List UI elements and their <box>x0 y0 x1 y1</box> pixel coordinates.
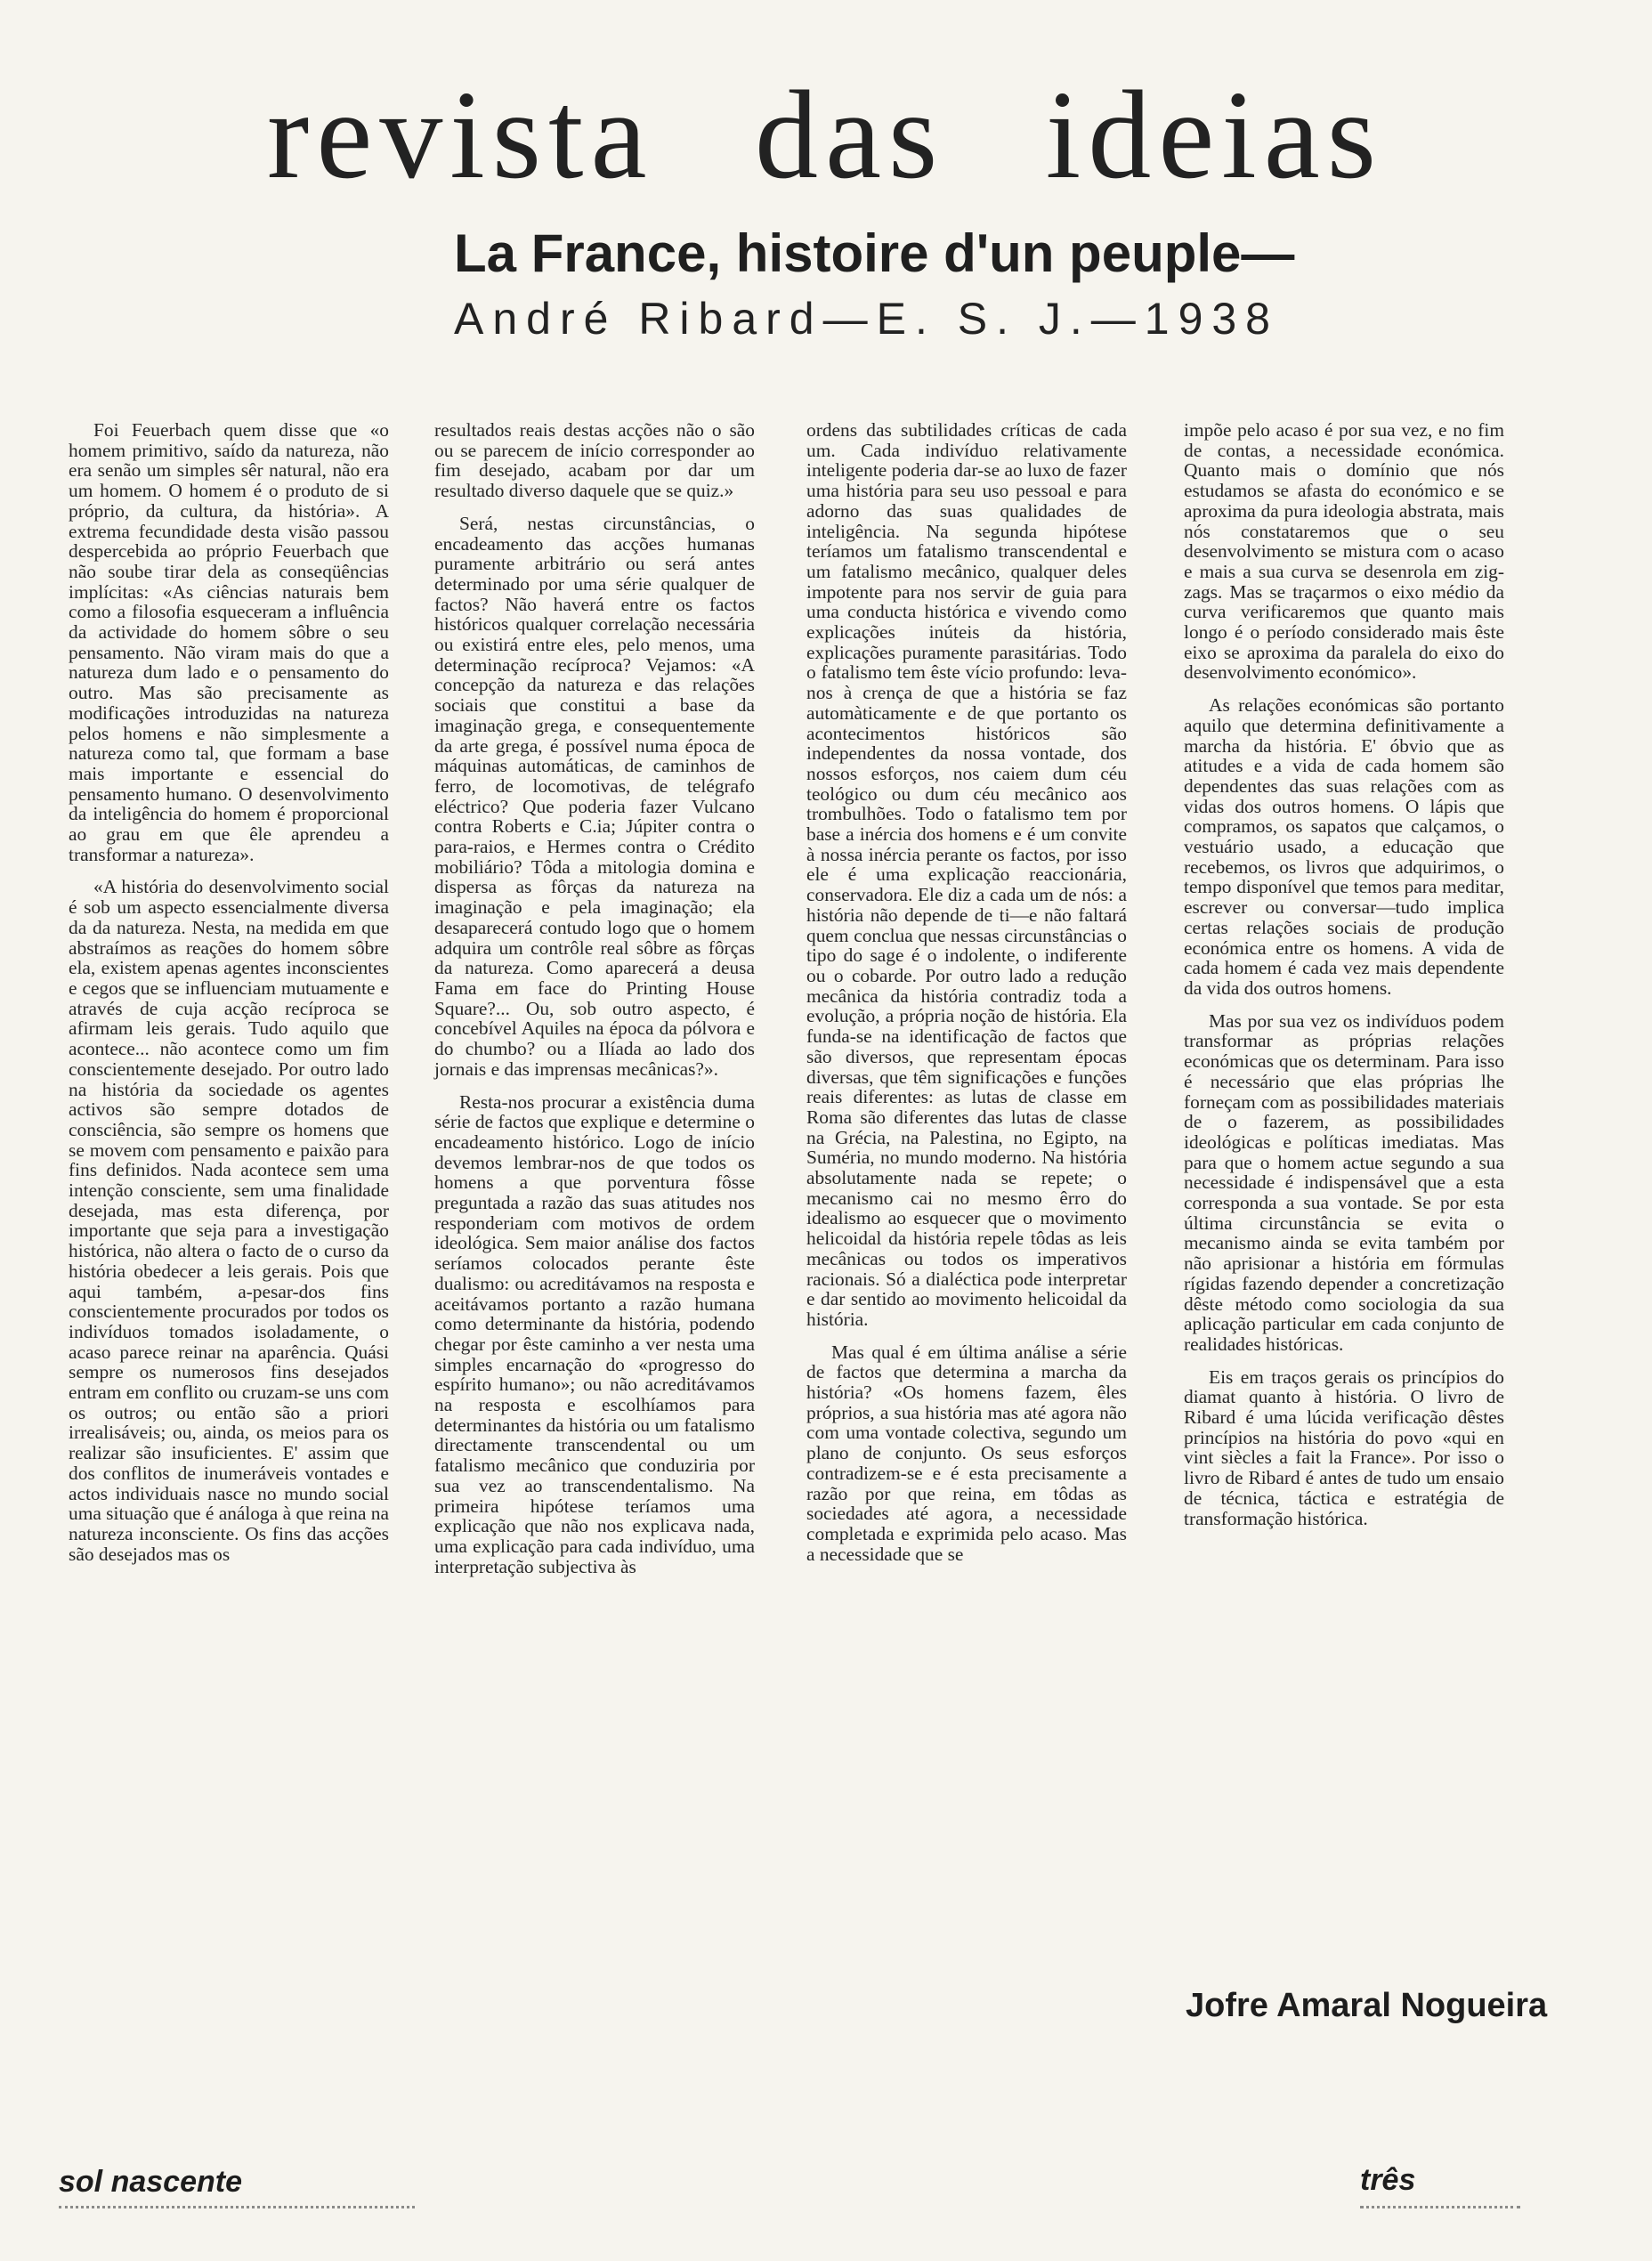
paragraph: As relações económicas são portanto aquilo que determina definitivamente a marcha da história. E' óbvio que as atitudes e a vida de cada homem são dependentes das suas relações com as vidas dos outros homens. O lápis que compramos, os sapatos que calçamos, o vestuário usado, a educação que recebemos, os livros que adquirimos, o tempo disponível que temos para meditar, escrever ou conversar—tudo implica certas relações sociais de produção económica entre os homens. A vida de cada homem é cada vez mais dependente da vida dos outros homens. <box>1184 694 1504 999</box>
paragraph: Resta-nos procurar a existência duma série de factos que explique e determine o encadeamento histórico. Logo de início devemos lembrar-nos de que todos os homens a que porventura fôsse preguntada a razão das suas atitudes nos responderiam com motivos de ordem ideológica. Sem maior análise dos factos seríamos colocados perante êste dualismo: ou acreditávamos na resposta e aceitávamos portanto a razão humana como determinante da história, podendo chegar por êste caminho a ver nesta uma simples encarnação do «progresso do espírito humano»; ou não acreditávamos na resposta e escolhíamos para determinantes da história ou um fatalismo directamente transcendental ou um fatalismo mecânico que conduziria por sua vez ao transcendentalismo. Na primeira hipótese teríamos uma explicação que não nos explicava nada, uma explicação para cada indivíduo, uma interpretação subjectiva às <box>434 1090 755 1577</box>
paragraph: resultados reais destas acções não o são ou se parecem de início corresponder ao fim desejado, acabam por dar um resultado diverso daquele que se quiz.» <box>434 419 755 502</box>
footer-rule-left <box>59 2206 415 2208</box>
text-column-2 <box>434 420 755 1951</box>
paragraph: «A história do desenvolvimento social é sob um aspecto essencialmente diversa da da natureza. Nesta, na medida em que abstraímos as reações do homem sôbre ela, existem apenas agentes inconscientes e cegos que se influenciam mutuamente e através de cuja acção recíproca se afirmam leis gerais. Tudo aquilo que acontece... não acontece como um fim conscientemente desejado. Por outro lado na história da sociedade os agentes activos são sempre dotados de consciência, são sempre os homens que se movem com pensamento e paixão para fins definidos. Nada acontece sem uma intenção consciente, sem uma finalidade desejada, mas esta diferença, por importante que seja para a investigação histórica, não altera o facto de o curso da história obedecer a leis gerais. Pois que aqui também, a-pesar-dos fins conscientemente procurados por todos os indivíduos tomados isoladamente, o acaso parece reinar na aparência. Quási sempre os numerosos fins desejados entram em conflito ou cruzam-se uns com os outros; ou então são a priori irrealisáveis; ou, ainda, os meios para os realizar são insuficientes. E' assim que dos conflitos de inumeráveis vontades e actos individuais nasce no mundo social uma situação que é análoga à que reina na natureza inconsciente. Os fins das acções são desejados mas os <box>69 876 389 1565</box>
magazine-section-title: revista das ideias <box>267 64 1384 205</box>
paragraph: Eis em traços gerais os princípios do diamat quanto à história. O livro de Ribard é uma lúcida verificação dêstes princípios na história do povo «qui en vint siècles a fait la France». Por isso o livro de Ribard é antes de tudo um ensaio de técnica, táctica e estratégia de transformação histórica. <box>1184 1366 1504 1529</box>
paragraph: Mas por sua vez os indivíduos podem transformar as próprias relações económicas que os determinam. Para isso é necessário que elas próprias lhe forneçam com as possibilidades materiais de o fazerem, as possibilidades ideológicas e políticas imediatas. Mas para que o homem actue segundo a sua necessidade é indispensável que a esta corresponda a sua vontade. Se por esta última circunstância se evita o mecanismo ainda se evita também por não aprisionar a história em fórmulas rígidas fazendo depender a concretização dêste método como sociologia da sua aplicação particular em cada conjunto de realidades históricas. <box>1184 1009 1504 1355</box>
author-signature: Jofre Amaral Nogueira <box>1186 1987 1548 2024</box>
reviewed-book-author: André Ribard—E. S. J.—1938 <box>454 294 1279 344</box>
paragraph: ordens das subtilidades críticas de cada um. Cada indivíduo relativamente inteligente poderia dar-se ao luxo de fazer uma história para seu uso pessoal e para adorno das suas qualidades de inteligência. Na segunda hipótese teríamos um fatalismo transcendental e um fatalismo mecânico, qualquer deles impotente para nos servir de guia para uma conducta histórica e vivendo como explicações inúteis da história, explicações puramente parasitárias. Todo o fatalismo tem êste vício profundo: leva-nos à crença de que a história se faz automàticamente e de que portanto os acontecimentos históricos são independentes da nossa vontade, dos nossos esforços, nos caiem dum céu teológico ou dum céu mecânico aos trombulhões. Todo o fatalismo tem por base a inércia dos homens e é um convite à nossa inércia perante os factos, por isso ele é uma explicação reaccionária, conservadora. Ele diz a cada um de nós: a história não depende de ti—e não faltará quem conclua que nessas circunstâncias o tipo do sage é o indolente, o indiferente ou o cobarde. Por outro lado a redução mecânica da história contradiz toda a evolução, a própria noção de história. Ela funda-se na identificação de factos que são diversos, que representam épocas diversas, que têm significações e funções reais diferentes: as lutas de classe em Roma são diferentes das lutas de classe na Grécia, na Palestina, no Egipto, na Suméria, no mundo moderno. Na história absolutamente nada se repete; o mecanismo cai no mesmo êrro do idealismo ao esquecer que o movimento helicoidal da história repele tôdas as leis mecânicas ou todos os imperativos racionais. Só a dialéctica pode interpretar e dar sentido ao movimento helicoidal da história. <box>806 419 1127 1330</box>
paragraph: Foi Feuerbach quem disse que «o homem primitivo, saído da natureza, não era senão um simples sêr natural, não era um homem. O homem é o produto de si próprio, da cultura, da história». A extrema fecundidade desta visão passou despercebida ao próprio Feuerbach que não soube tirar dela as conseqüências implícitas: «As ciências naturais bem como a filosofia esqueceram a influência da actividade do homem sôbre o seu pensamento. Não viram mais do que a natureza dum lado e o pensamento do outro. Mas são precisamente as modificações introduzidas na natureza pelos homens e não simplesmente a natureza como tal, que formam a base mais importante e essencial do pensamento humano. O desenvolvimento da inteligência do homem é proporcional ao grau em que êle aprendeu a transformar a natureza». <box>69 419 389 865</box>
paragraph: impõe pelo acaso é por sua vez, e no fim de contas, a necessidade económica. Quanto mais o domínio que nós estudamos se afasta do económico e se aproxima da pura ideologia abstrata, mais nós constataremos que o seu desenvolvimento se mistura com o acaso e mais a sua curva se desenrola em zig-zags. Mas se traçarmos o eixo médio da curva verificaremos que quanto mais longo é o período considerado mais êste eixo se aproxima da paralela do eixo do desenvolvimento económico». <box>1184 419 1504 684</box>
footer-publication-name: sol nascente <box>59 2165 242 2199</box>
footer-page-number: três <box>1360 2163 1416 2197</box>
text-column-4 <box>1184 420 1504 1702</box>
text-column-1 <box>69 420 389 1951</box>
footer-rule-right <box>1360 2206 1520 2208</box>
text-column-3 <box>806 420 1127 1951</box>
paragraph: Mas qual é em última análise a série de factos que determina a marcha da história? «Os homens fazem, êles próprios, a sua história mas até agora não com uma vontade colectiva, segundo um plano de conjunto. Os seus esforços contradizem-se e é esta precisamente a razão por que reina, em tôdas as sociedades até agora, a necessidade completada e exprimida pelo acaso. Mas a necessidade que se <box>806 1341 1127 1565</box>
reviewed-book-title: La France, histoire d'un peuple— <box>454 223 1295 283</box>
paragraph: Será, nestas circunstâncias, o encadeamento das acções humanas puramente arbitrário ou será antes determinado por uma série qualquer de factos? Não haverá entre os factos históricos qualquer correlação necessária ou existirá entre eles, pelo menos, uma determinação recíproca? Vejamos: «A concepção da natureza e das relações sociais que constitui a base da imaginação grega, e consequentemente da arte grega, é possível numa época de máquinas automáticas, de caminhos de ferro, de locomotivas, de telégrafo eléctrico? Que poderia fazer Vulcano contra Roberts e C.ia; Júpiter contra o para-raios, e Hermes contra o Crédito mobiliário? Tôda a mitologia domina e dispersa as fôrças da natureza na imaginação e pela imaginação; ela desaparecerá contudo logo que o homem adquira um contrôle real sôbre as fôrças da natureza. Como aparecerá a deusa Fama em face do Printing House Square?... Ou, sob outro aspecto, é concebível Aquiles na época da pólvora e do chumbo? ou a Ilíada ao lado dos jornais e das imprensas mecânicas?». <box>434 512 755 1080</box>
